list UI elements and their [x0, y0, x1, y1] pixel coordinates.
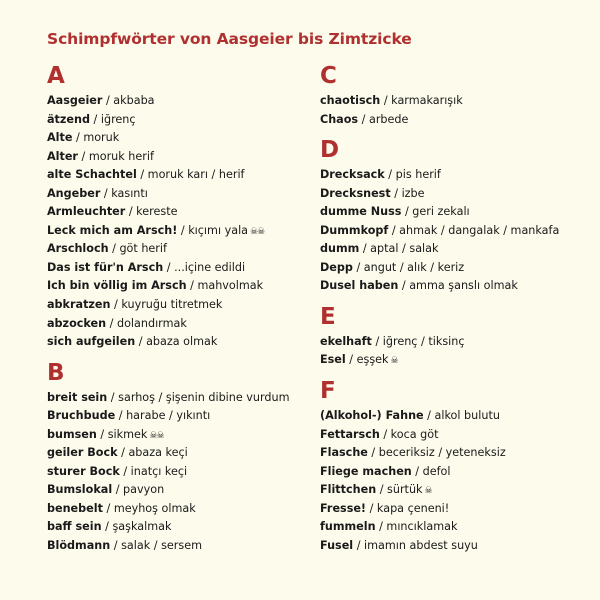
glossary-entry [320, 481, 582, 500]
german-term: abkratzen [47, 298, 111, 312]
glossary-entry [320, 444, 582, 463]
turkish-translation: / defol [411, 464, 451, 478]
section-f [320, 377, 582, 555]
german-term: Armleuchter [47, 205, 126, 219]
glossary-entry [320, 333, 582, 352]
turkish-translation: / mahvolmak [186, 279, 264, 293]
section-letter: A [47, 63, 65, 89]
turkish-translation: / akbaba [102, 94, 155, 107]
turkish-translation: / alkol bulutu [423, 409, 500, 423]
skull-warning-icon: ☠☠ [149, 430, 164, 441]
glossary-entry [320, 277, 582, 296]
turkish-translation: / meyhoş olmak [102, 501, 196, 515]
german-term: alte Schachtel [47, 168, 137, 182]
german-term: breit sein [47, 390, 108, 404]
turkish-translation: / kereste [125, 205, 178, 219]
turkish-translation: / abaza keçi [117, 446, 188, 460]
section-d [320, 136, 582, 296]
german-term: Blödmann [47, 539, 111, 553]
glossary-entry [47, 166, 317, 185]
german-term: chaotisch [320, 94, 381, 107]
turkish-translation: / iğrenç [89, 112, 136, 126]
glossary-entry [47, 444, 317, 463]
glossary-entry [47, 277, 317, 296]
glossary-entry [320, 111, 582, 130]
german-term: Alter [47, 149, 78, 163]
glossary-entry [47, 222, 317, 241]
glossary-entry [47, 463, 317, 482]
turkish-translation: / ahmak / dangalak / mankafa [388, 223, 560, 237]
glossary-entry [320, 351, 582, 370]
turkish-translation: / sikmek [96, 427, 148, 441]
glossary-entry [47, 92, 317, 111]
german-term: ätzend [47, 112, 90, 126]
german-term: Aasgeier [47, 94, 103, 107]
turkish-translation: / imamın abdest suyu [353, 538, 478, 552]
german-term: Dummkopf [320, 223, 389, 237]
glossary-entry [47, 333, 317, 352]
german-term: Bumslokal [47, 483, 113, 497]
glossary-entry [320, 240, 582, 259]
german-term: Depp [320, 260, 353, 274]
german-term: Drecksnest [320, 186, 391, 200]
turkish-translation: / moruk herif [77, 149, 154, 163]
german-term: dumme Nuss [320, 205, 402, 219]
german-term: Ich bin völlig im Arsch [47, 279, 187, 293]
glossary-entry [47, 537, 317, 556]
turkish-translation: / aptal / salak [359, 242, 439, 256]
turkish-translation: / ...içine edildi [163, 260, 246, 274]
turkish-translation: / pis herif [384, 168, 441, 182]
skull-warning-icon: ☠ [424, 486, 432, 497]
german-term: Leck mich am Arsch! [47, 223, 178, 237]
glossary-entry [320, 166, 582, 185]
turkish-translation: / sarhoş / şişenin dibine vurdum [107, 390, 290, 404]
german-term: sich aufgeilen [47, 335, 136, 349]
turkish-translation: / eşşek [345, 353, 389, 367]
turkish-translation: / harabe / yıkıntı [115, 409, 211, 423]
section-letter: F [320, 378, 336, 405]
section-letter: B [47, 359, 65, 386]
german-term: (Alkohol-) Fahne [320, 409, 424, 423]
glossary-entry [47, 148, 317, 167]
turkish-translation: / arbede [358, 112, 409, 126]
turkish-translation: / göt herif [108, 242, 167, 256]
glossary-entry [320, 463, 582, 482]
glossary-entry [47, 407, 317, 426]
glossary-entry [320, 537, 582, 556]
turkish-translation: / mıncıklamak [375, 520, 458, 534]
turkish-translation: / moruk karı / herif [136, 168, 245, 182]
german-term: Drecksack [320, 168, 385, 182]
glossary-entry [47, 315, 317, 334]
german-term: Dusel haben [320, 279, 399, 293]
turkish-translation: / beceriksiz / yeteneksiz [367, 446, 506, 460]
glossary-entry [47, 481, 317, 500]
glossary-entry [47, 185, 317, 204]
glossary-entry [47, 203, 317, 222]
german-term: ekelhaft [320, 334, 372, 348]
glossary-entry [320, 259, 582, 278]
turkish-translation: / inatçı keçi [119, 464, 188, 478]
glossary-entry [320, 426, 582, 445]
glossary-entry [47, 518, 317, 537]
glossary-entry [320, 92, 582, 111]
turkish-translation: / abaza olmak [135, 335, 218, 349]
turkish-translation: / dolandırmak [106, 316, 187, 330]
german-term: Fliege machen [320, 464, 412, 478]
german-term: Bruchbude [47, 409, 116, 423]
turkish-translation: / şaşkalmak [101, 520, 172, 534]
glossary-entry [47, 111, 317, 130]
turkish-translation: / angut / alık / keriz [352, 260, 465, 274]
section-letter: E [320, 303, 336, 330]
german-term: baff sein [47, 520, 102, 534]
turkish-translation: / sürtük [376, 483, 423, 497]
german-term: Esel [320, 353, 346, 367]
skull-warning-icon: ☠ [390, 356, 398, 367]
turkish-translation: / koca göt [379, 427, 439, 441]
turkish-translation: / salak / sersem [110, 539, 203, 553]
german-term: Arschloch [47, 242, 109, 256]
german-term: bumsen [47, 427, 97, 441]
glossary-entry [47, 500, 317, 519]
turkish-translation: / amma şanslı olmak [398, 279, 518, 293]
german-term: sturer Bock [47, 464, 120, 478]
glossary-entry [320, 407, 582, 426]
turkish-translation: / geri zekalı [401, 205, 470, 219]
glossary-entry [320, 518, 582, 537]
turkish-translation: / pavyon [112, 483, 165, 497]
glossary-entry [47, 296, 317, 315]
page-title: Schimpfwörter von Aasgeier bis Zimtzicke [47, 30, 412, 48]
turkish-translation: / kapa çeneni! [366, 501, 450, 515]
section-letter: D [320, 137, 340, 164]
turkish-translation: / karmakarışık [380, 94, 463, 107]
german-term: fummeln [320, 520, 376, 534]
glossary-entry [47, 259, 317, 278]
german-term: Alte [47, 131, 73, 145]
section-c [320, 62, 582, 129]
glossary-entry [320, 500, 582, 519]
turkish-translation: / izbe [390, 186, 425, 200]
german-term: geiler Bock [47, 446, 118, 460]
glossary-entry [47, 129, 317, 148]
glossary-entry [47, 240, 317, 259]
turkish-translation: / moruk [72, 131, 120, 145]
turkish-translation: / kuyruğu titretmek [110, 298, 223, 312]
turkish-translation: / iğrenç / tiksinç [371, 334, 465, 348]
section-letter: C [320, 63, 337, 89]
left-column [47, 62, 317, 563]
german-term: Fusel [320, 538, 354, 552]
german-term: Flittchen [320, 483, 377, 497]
glossary-entry [320, 185, 582, 204]
german-term: Angeber [47, 186, 101, 200]
german-term: Das ist für'n Arsch [47, 260, 164, 274]
turkish-translation: / kıçımı yala [177, 223, 249, 237]
german-term: Fettarsch [320, 427, 380, 441]
german-term: benebelt [47, 501, 103, 515]
turkish-translation: / kasıntı [100, 186, 148, 200]
german-term: abzocken [47, 316, 107, 330]
german-term: dumm [320, 242, 360, 256]
skull-warning-icon: ☠☠ [250, 226, 265, 237]
section-e [320, 303, 582, 370]
german-term: Chaos [320, 112, 359, 126]
glossary-entry [47, 389, 317, 408]
glossary-entry [320, 222, 582, 241]
glossary-entry [47, 426, 317, 445]
section-b [47, 359, 317, 556]
german-term: Flasche [320, 446, 368, 460]
glossary-entry [320, 203, 582, 222]
section-a [47, 62, 317, 352]
right-column [320, 62, 582, 562]
german-term: Fresse! [320, 501, 367, 515]
